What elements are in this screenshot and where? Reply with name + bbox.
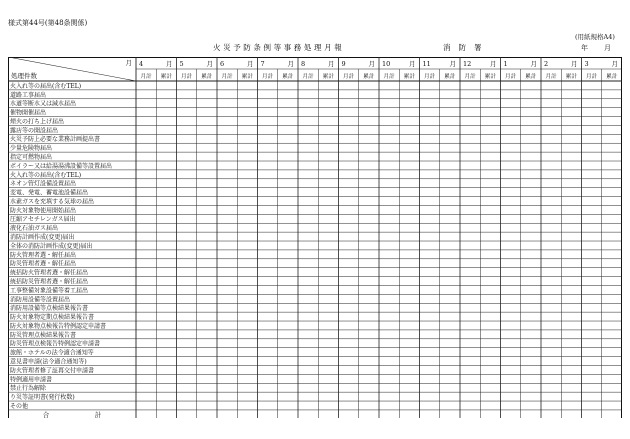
month-number-9: 9 [341,60,346,68]
month-suffix: 月 [490,60,497,68]
row-label: 防災管理点検結果報告書 [10,331,77,339]
row-label: 火入れ等の届出(含むTEL) [10,82,82,90]
month-number-2: 2 [544,60,549,68]
row-label: 消防用設備等点検結果報告書 [10,305,89,313]
row-label: 少量危険物届出 [10,145,53,153]
month-number-8: 8 [301,60,306,68]
row-label: 統括防災管理者選・解任届出 [10,278,89,286]
subheader-month-total: 月計 [302,74,314,80]
month-number-4: 4 [139,60,144,68]
month-suffix: 月 [571,60,578,68]
month-number-1: 1 [503,60,508,68]
subheader-cumulative: 累計 [282,74,294,80]
month-suffix: 月 [328,60,335,68]
row-label: り災等証明書(発行枚数) [10,394,75,402]
row-label: 催物開催届出 [10,109,47,117]
row-label: 変電、発電、蓄電池設備届出 [10,189,89,197]
header-category-caption: 処理件数 [11,72,37,80]
row-label: 火災予防上必要な業務計画提出書 [10,136,101,144]
month-suffix: 月 [611,60,618,68]
row-label: ネオン管灯設備設置届出 [10,180,77,188]
subheader-month-total: 月計 [262,74,274,80]
subheader-cumulative: 累計 [201,74,213,80]
row-label: 工事整備対象設備等着工届出 [10,287,89,295]
row-label: 防火対象物定期点検結果報告書 [10,314,95,322]
row-label: 液化石油ガス届出 [10,225,59,233]
row-label: 水道等断水又は減水届出 [10,100,77,108]
header-month-caption: 月 [125,59,132,67]
row-label: 統括防火管理者選・解任届出 [10,269,89,277]
month-suffix: 月 [368,60,375,68]
paper-size-note: (用紙規格A4) [575,33,615,41]
month-number-5: 5 [179,60,184,68]
month-number-11: 11 [422,60,431,68]
subheader-month-total: 月計 [424,74,436,80]
month-number-3: 3 [584,60,589,68]
month-number-7: 7 [260,60,265,68]
month-suffix: 月 [166,60,173,68]
subheader-month-total: 月計 [343,74,355,80]
total-row-label: 合 計 [42,410,102,418]
subheader-month-total: 月計 [140,74,152,80]
row-label: 道路工事届出 [10,91,47,99]
row-label: 防災管理者選・解任届出 [10,260,77,268]
subheader-cumulative: 累計 [241,74,253,80]
row-label: 指定可燃物届出 [10,154,53,162]
month-suffix: 月 [530,60,537,68]
subheader-cumulative: 累計 [160,74,172,80]
subheader-month-total: 月計 [221,74,233,80]
subheader-cumulative: 累計 [322,74,334,80]
subheader-cumulative: 累計 [606,74,618,80]
month-suffix: 月 [409,60,416,68]
subheader-month-total: 月計 [383,74,395,80]
form-number: 様式第44号(第48条関係) [8,19,88,27]
subheader-cumulative: 累計 [525,74,537,80]
subheader-month-total: 月計 [505,74,517,80]
row-label: 旅館・ホテルの法令適合通知等 [10,349,94,357]
row-label: 全体の消防計画作成(変更)届出 [10,242,93,250]
subheader-cumulative: 累計 [565,74,577,80]
year-label: 年 [581,44,588,52]
subheader-cumulative: 累計 [363,74,375,80]
row-label: 防災管理点検報告特例認定申請書 [10,340,101,348]
subheader-cumulative: 累計 [403,74,415,80]
month-number-10: 10 [382,60,391,68]
row-label: ボイラー又は給湯湯沸設備等設置届出 [10,162,113,170]
row-label: 露店等の開設届出 [10,127,59,135]
row-label: 特例適用申請書 [10,376,53,384]
month-suffix: 月 [247,60,254,68]
subheader-month-total: 月計 [464,74,476,80]
month-number-12: 12 [463,60,472,68]
subheader-cumulative: 累計 [484,74,496,80]
subheader-month-total: 月計 [181,74,193,80]
row-label: その他 [10,402,29,410]
subheader-month-total: 月計 [545,74,557,80]
month-suffix: 月 [287,60,294,68]
row-label: 水素ガスを充填する気球の届出 [10,198,95,206]
row-label: 煙火の打ち上げ届出 [10,118,65,126]
month-suffix: 月 [206,60,213,68]
row-label: 圧縮アセチレンガス届出 [10,216,76,224]
month-suffix: 月 [449,60,456,68]
row-label: 防火対象物点検報告特例認定申請書 [10,322,107,330]
row-label: 防火管理者選・解任届出 [10,251,77,259]
month-label: 月 [604,44,611,52]
subheader-cumulative: 累計 [444,74,456,80]
row-label: 防火管理者修了証再交付申請書 [10,367,95,375]
row-label: 禁止行為解除 [10,385,47,393]
row-label: 火入れ等の届出(含むTEL) [10,171,82,179]
subheader-month-total: 月計 [586,74,598,80]
monthly-report-table [8,57,622,422]
month-number-6: 6 [220,60,225,68]
table-border [9,58,622,419]
row-label: 防火対象物使用開始届出 [10,207,77,215]
row-label: 消防計画作成(変更)届出 [10,234,75,242]
document-title: 火災予防条例等事務処理月報 [213,43,345,52]
fire-station-label: 消防署 [443,43,490,52]
row-label: 意見書申請(法令適合通知等) [10,358,87,366]
row-label: 消防用設備等設置届出 [10,296,71,304]
